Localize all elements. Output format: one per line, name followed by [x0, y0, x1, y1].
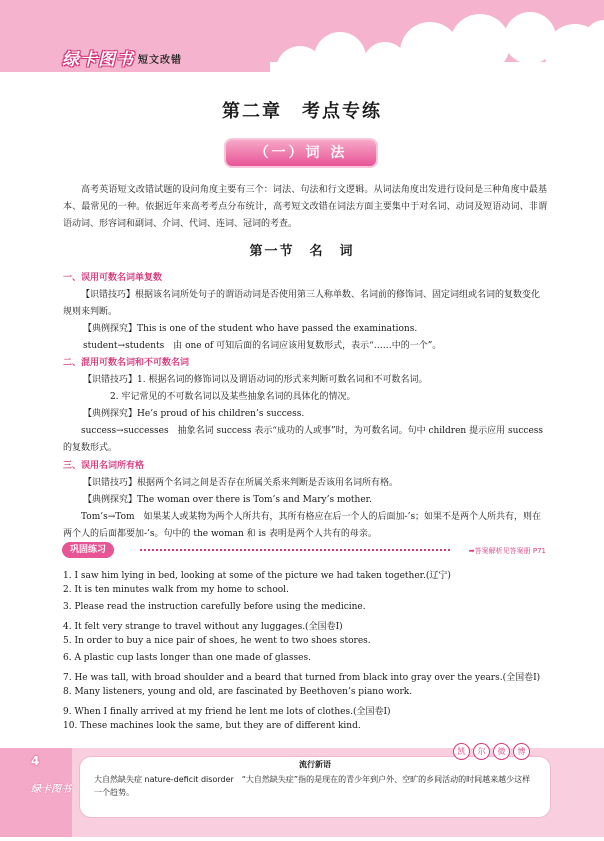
dotted-divider: [140, 549, 450, 551]
section-2-example: [83, 406, 547, 423]
section-1-heading: 一、误用可数名词单复数: [63, 273, 163, 283]
tip-label: 【识错技巧】: [81, 290, 136, 300]
question-item: 4. It felt very strange to travel without any luggages.(全国卷Ⅰ): [63, 622, 343, 632]
section-2-tip-2: 2. 牢记常见的不可数名词以及某些抽象名词的具体化的情况。: [110, 392, 356, 402]
tip-text: 根据两个名词之间是否存在所属关系来判断是否该用名词所有格。: [137, 478, 399, 488]
badge-char: 微: [493, 743, 510, 760]
example-label: 【典例探究】: [83, 495, 138, 505]
question-item: 5. In order to buy a nice pair of shoes, he went to two shoes stores.: [63, 636, 371, 646]
question-item: 10. These machines look the same, but they are of different kind.: [63, 721, 361, 731]
section-tab: （一）词 法: [226, 140, 376, 166]
page-header: [0, 0, 604, 80]
brand-logo: 绿卡图书: [62, 50, 134, 70]
section-2-note: success→successes 抽象名词 success 表示“成功的人或事”时，为可数名词。句中 children 提示应用 success 的复数形式。: [63, 426, 544, 453]
tip-label: 【识错技巧】: [83, 375, 138, 385]
intro-paragraph: 高考英语短文改错试题的设问角度主要有三个：词法、句法和行文逻辑。从词法角度出发进行设问是三种角度中最基本、最常见的一种。依据近年来高考考点分布统计，高考短文改错在词法方面主要集中于对名词、动词及短语动词、非谓语动词、形容词和副词、介词、代词、连词、冠词的考查。: [63, 185, 547, 229]
question-item: 2. It is ten minutes walk from my home to school.: [63, 585, 289, 595]
question-item: 3. Please read the instruction carefully before using the medicine.: [63, 602, 366, 612]
section-1-tip: [63, 287, 547, 321]
tip-text: 根据该名词所处句子的谓语动词是否使用第三人称单数、名词前的修饰词、固定词组或名词的复数变化规则来判断。: [63, 290, 541, 317]
question-item: 7. He was tall, with broad shoulder and a beard that turned from black into gray over the years.(全国卷Ⅰ): [63, 673, 541, 683]
section-3-tip: [83, 475, 547, 492]
example-text: This is one of the student who have passed the examinations.: [137, 324, 418, 334]
section-1-note: student→students 由 one of 可知后面的名词应该用复数形式，表示“……中的一个”。: [83, 341, 442, 351]
section-3-example: [83, 492, 547, 509]
section-1-example: [83, 321, 547, 338]
section-3-note: Tom’s→Tom 如果某人或某物为两个人所共有，其所有格应在后一个人的后面加-’s；如果不是两个人所共有，则在两个人的后面都要加-’s。句中的 the woman 和 is 表明是两个人共有的母亲。: [63, 512, 542, 539]
question-item: 9. When I finally arrived at my friend he lent me lots of clothes.(全国卷Ⅰ): [63, 707, 391, 717]
question-item: 1. I saw him lying in bed, looking at some of the picture we had taken together.(辽宁): [63, 571, 451, 581]
tip-text: 大自然缺失症 nature-deficit disorder “大自然缺失症”指的是现在的青少年到户外、空旷的乡间活动的时间越来越少这样一个趋势。: [94, 775, 531, 797]
section-3-heading: 三、误用名词所有格: [63, 461, 145, 471]
example-text: The woman over there is Tom’s and Mary’s mother.: [137, 495, 372, 505]
header-subtitle: 短文改错: [138, 55, 182, 66]
answer-hint: ➡答案解析见答案册 P71: [468, 547, 546, 555]
weibo-badge: [453, 743, 530, 760]
tip-title: 流行新语: [299, 760, 331, 769]
footer-brand: 绿卡图书: [31, 784, 71, 795]
exercise-bar: [62, 542, 546, 558]
popular-phrase-box: [79, 747, 551, 818]
badge-char: 博: [513, 743, 530, 760]
section-2-heading: 二、混用可数名词和不可数名词: [63, 358, 190, 368]
page-number: 4: [31, 754, 40, 768]
tip-label: 【识错技巧】: [83, 478, 138, 488]
node-title: 第一节 名 词: [249, 244, 355, 259]
example-label: 【典例探究】: [83, 409, 138, 419]
section-2-tip: [83, 372, 547, 389]
question-item: 6. A plastic cup lasts longer than one made of glasses.: [63, 653, 311, 663]
tip-text: 1. 根据名词的修饰词以及谓语动词的形式来判断可数名词和不可数名词。: [137, 375, 428, 385]
exercise-label: 巩固练习: [62, 542, 114, 558]
badge-char: 凯: [453, 743, 470, 760]
example-label: 【典例探究】: [83, 324, 138, 334]
question-item: 8. Many listeners, young and old, are fascinated by Beethoven’s piano work.: [63, 687, 413, 697]
example-text: He’s proud of his children’s success.: [137, 409, 305, 419]
badge-char: 尔: [473, 743, 490, 760]
chapter-title: 第二章 考点专练: [222, 101, 382, 122]
